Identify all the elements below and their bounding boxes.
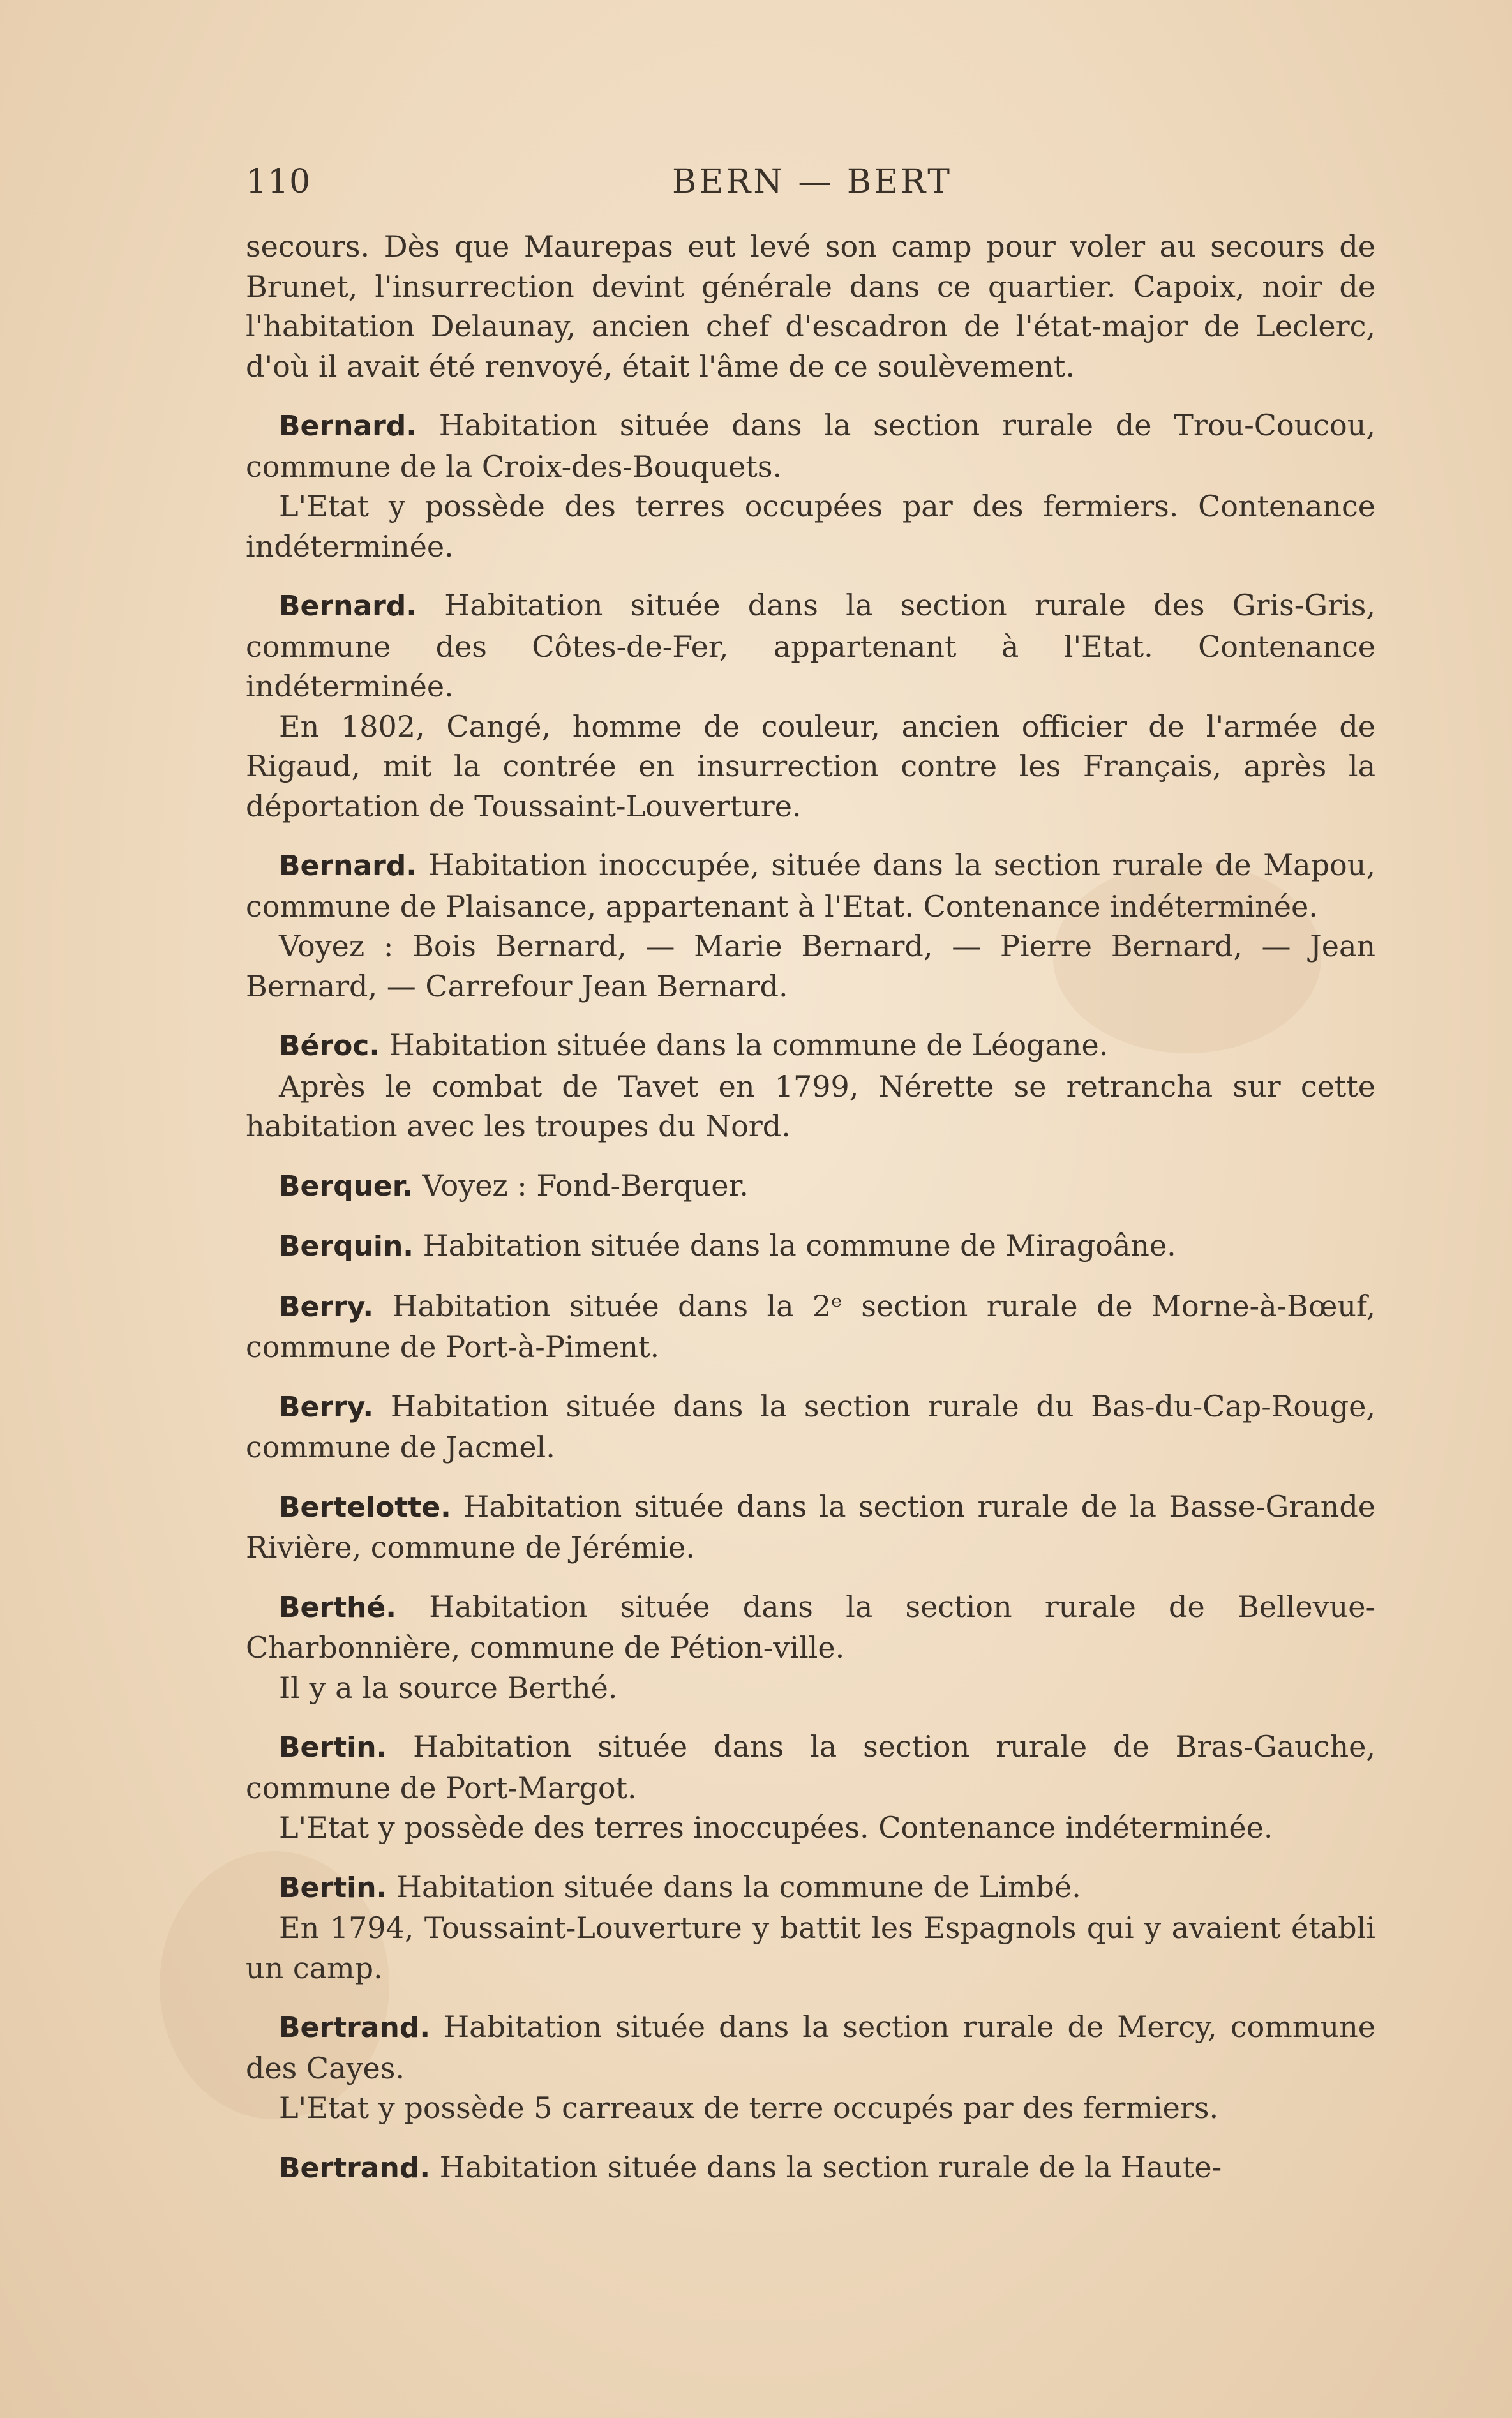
headword: Bertrand. [279, 2151, 431, 2184]
entry-text: Habitation située dans la commune de Limbé. [387, 1869, 1081, 1904]
entry-text: Habitation située dans la commune de Miragoâne. [414, 1228, 1176, 1263]
entry-bernard-2 [246, 585, 1375, 707]
entry-text: Habitation située dans la section rurale de Bellevue-Charbonnière, commune de Pétion-ville. [246, 1589, 1375, 1665]
entry-berry-1 [246, 1286, 1375, 1367]
headword: Berquer. [279, 1169, 413, 1203]
headword: Béroc. [279, 1030, 380, 1062]
paragraph [246, 1908, 1375, 1988]
entry-text: Habitation située dans la section rurale du Bas-du-Cap-Rouge, commune de Jacmel. [246, 1388, 1375, 1464]
headword: Bernard. [279, 850, 417, 882]
entry-text: Habitation située dans la section rurale de Mercy, commune des Cayes. [246, 2009, 1375, 2085]
entry-text: Habitation située dans la section rurale des Gris-Gris, commune des Côtes-de-Fer, appartenant à l'Etat. Contenance indéterminée. [246, 588, 1375, 703]
entry-text: Habitation située dans la commune de Léogane. [380, 1028, 1109, 1062]
paragraph [246, 926, 1375, 1006]
headword: Berry. [279, 1390, 374, 1423]
paragraph [246, 1668, 1375, 1708]
paragraph-text: Il y a la source Berthé. [279, 1670, 618, 1705]
dictionary-text [246, 227, 1375, 2188]
paragraph [246, 1067, 1375, 1146]
headword: Bernard. [279, 410, 417, 442]
paragraph-text: Voyez : Bois Bernard, — Marie Bernard, — Pierre Bernard, — Jean Bernard, — Carrefour Jean Bernard. [246, 929, 1375, 1003]
headword: Bertrand. [279, 2011, 431, 2044]
entry-berthe [246, 1587, 1375, 1668]
entry-text: Voyez : Fond-Berquer. [412, 1168, 749, 1203]
entry-berry-2 [246, 1386, 1375, 1468]
entry-bertrand-2 [246, 2147, 1375, 2189]
entry-bertin-1 [246, 1727, 1375, 1808]
paragraph-text: L'Etat y possède des terres inoccupées. Contenance indéterminée. [279, 1810, 1273, 1845]
entry-bernard-1 [246, 405, 1375, 486]
entry-text: Habitation inoccupée, située dans la section rurale de Mapou, commune de Plaisance, appartenant à l'Etat. Contenance indéterminée. [246, 848, 1375, 924]
headword: Berthé. [279, 1591, 396, 1624]
paragraph-text: En 1794, Toussaint-Louverture y battit les Espagnols qui y avaient établi un camp. [246, 1911, 1375, 1985]
paragraph-text: secours. Dès que Maurepas eut levé son camp pour voler au secours de Brunet, l'insurrection devint générale dans ce quartier. Capoix, noir de l'habitation Delaunay, ancien chef d'escadron de l'état-major de Leclerc, d'où il avait été renvoyé, était l'âme de ce soulèvement. [246, 229, 1375, 384]
paragraph-text: L'Etat y possède 5 carreaux de terre occupés par des fermiers. [279, 2091, 1219, 2125]
paragraph-text: Après le combat de Tavet en 1799, Nérette se retrancha sur cette habitation avec les troupes du Nord. [246, 1069, 1375, 1143]
paragraph [246, 486, 1375, 566]
paragraph-text: L'Etat y possède des terres occupées par des fermiers. Contenance indéterminée. [246, 489, 1375, 564]
entry-bertin-2 [246, 1867, 1375, 1909]
entry-text: Habitation située dans la section rurale de Bras-Gauche, commune de Port-Margot. [246, 1729, 1375, 1805]
entry-text: Habitation située dans la section rurale de la Haute- [430, 2149, 1222, 2184]
page-number: 110 [246, 163, 311, 201]
entry-text: Habitation située dans la section rurale de la Basse-Grande Rivière, commune de Jérémie. [246, 1489, 1375, 1565]
entry-bernard-3 [246, 845, 1375, 926]
headword: Berry. [279, 1290, 374, 1323]
entry-bertrand-1 [246, 2007, 1375, 2088]
entry-berquer [246, 1166, 1375, 1207]
entry-berquin [246, 1226, 1375, 1267]
entry-text: Habitation située dans la 2ᵉ section rurale de Morne-à-Bœuf, commune de Port-à-Piment. [246, 1288, 1375, 1364]
headword: Berquin. [279, 1230, 414, 1263]
headword: Bertin. [279, 1871, 387, 1904]
headword: Bertelotte. [279, 1491, 451, 1524]
headword: Bernard. [279, 590, 417, 622]
paragraph [246, 2088, 1375, 2128]
running-head [246, 163, 1379, 214]
entry-text: Habitation située dans la section rurale de Trou-Coucou, commune de la Croix-des-Bouquets. [246, 408, 1375, 484]
paragraph-text: En 1802, Cangé, homme de couleur, ancien officier de l'armée de Rigaud, mit la contrée en insurrection contre les Français, après la déportation de Toussaint-Louverture. [246, 709, 1375, 823]
continued-paragraph [246, 227, 1375, 386]
entry-beroc [246, 1025, 1375, 1067]
paragraph [246, 707, 1375, 827]
entry-bertelotte [246, 1487, 1375, 1568]
header-title: BERN — BERT [672, 163, 952, 201]
headword: Bertin. [279, 1731, 387, 1764]
paragraph [246, 1808, 1375, 1848]
